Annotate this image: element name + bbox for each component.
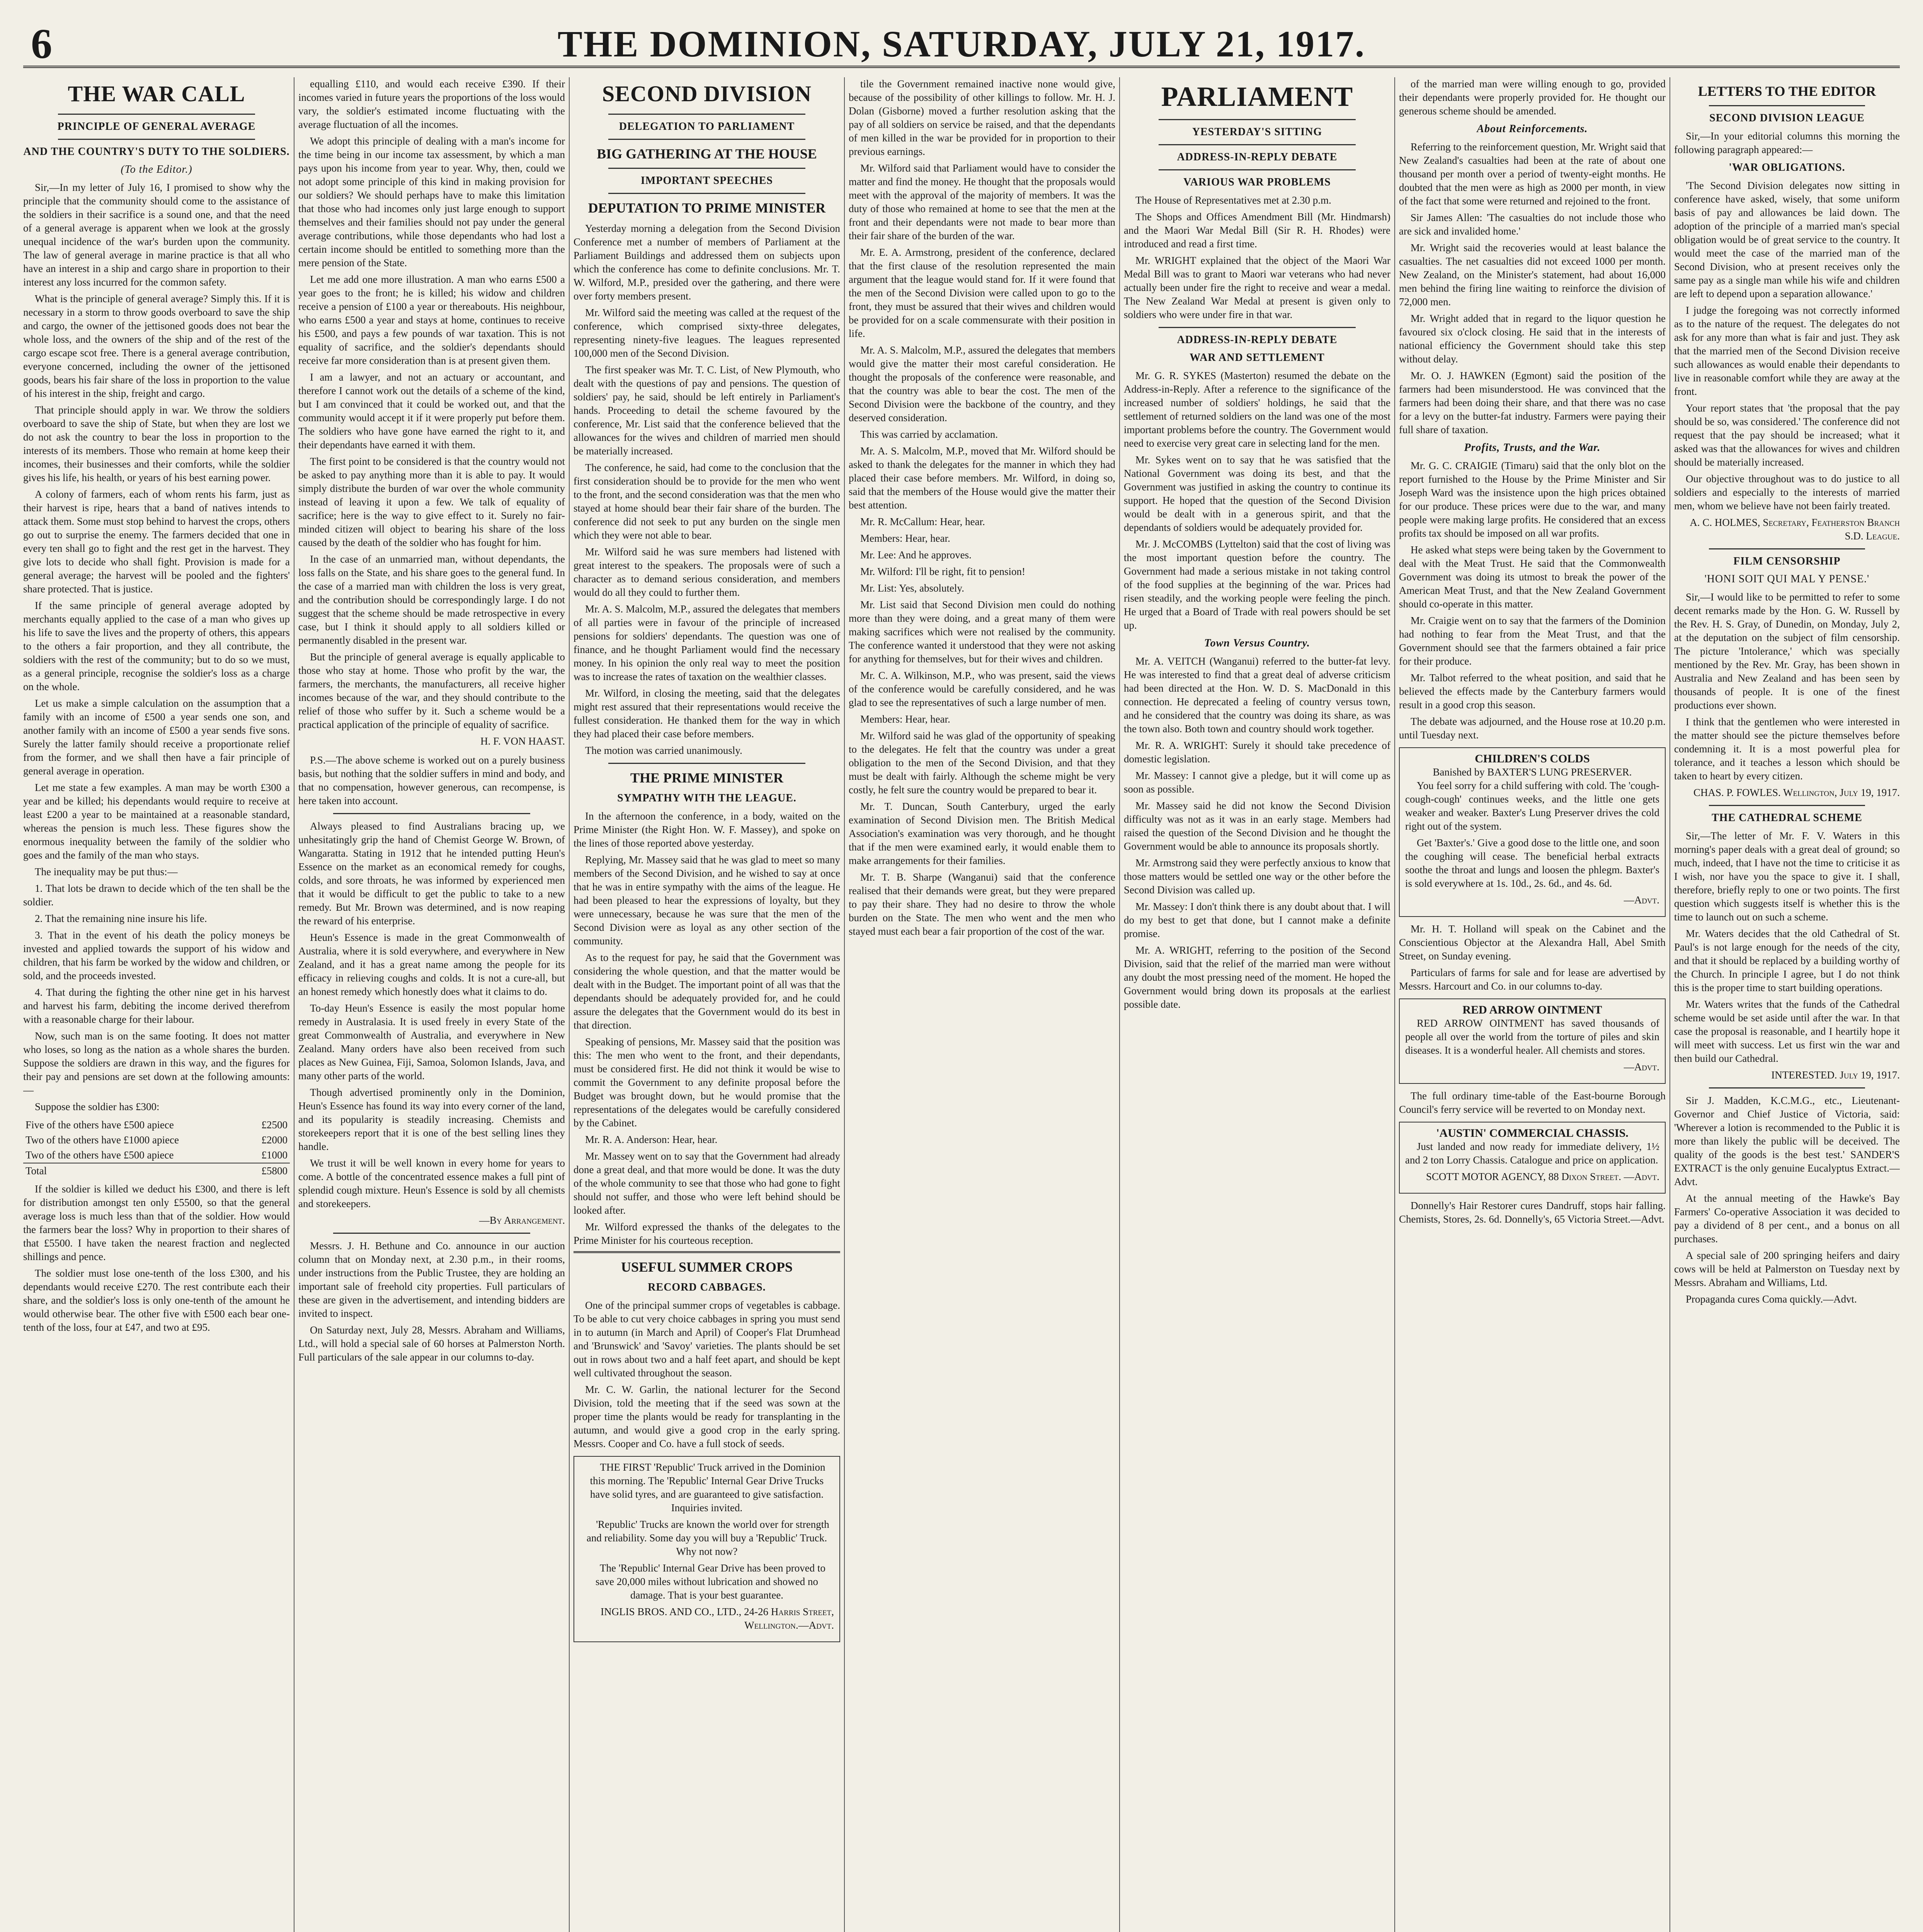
paragraph: Mr. Massey said he did not know the Second Division difficulty was not as it was in an early stage. Members had raised the question of the Second Division and he thought the Government would be able to announce its proposals shortly. xyxy=(1124,800,1390,852)
divider xyxy=(573,1251,840,1253)
subheading: THE PRIME MINISTER xyxy=(630,770,784,786)
list-item: 1. That lots be drawn to decide which of the ten shall be the soldier. xyxy=(23,883,290,908)
subheading: RECORD CABBAGES. xyxy=(648,1281,766,1293)
paragraph: Just landed and now ready for immediate delivery, 1½ and 2 ton Lorry Chassis. Catalogue and price on application. xyxy=(1405,1141,1659,1166)
paragraph: We trust it will be well known in every home for years to come. A bottle of the concentrated essence makes a full pint of splendid cough mixture. Heun's Essence is sold by all chemists and storekeepers. xyxy=(298,1157,565,1209)
column-rule xyxy=(1669,77,1670,1932)
paragraph: I judge the foregoing was not correctly informed as to the nature of the request. The delegates do not ask for any more than what is fair and just. They ask that the married men of the Second Division receive such allowances as would enable their dependants to live in reasonable comfort while they are away at the front. xyxy=(1674,304,1900,397)
income-table xyxy=(23,1117,290,1179)
table-cell: £2500 xyxy=(261,1119,288,1131)
signature: SCOTT MOTOR AGENCY, 88 Dixon Street. —Advt. xyxy=(1426,1171,1659,1182)
paragraph: Propaganda cures Coma quickly.—Advt. xyxy=(1686,1293,1857,1305)
column-rule xyxy=(844,77,845,1932)
paragraph: One of the principal summer crops of vegetables is cabbage. To be able to cut very choice cabbages in spring you must send in to autumn (in March and April) of Cooper's Flat Drumhead and 'Brunswick' and 'Savoy' varieties. The plants should be set out in rows about two and a half feet apart, and should be kept well cultivated throughout the season. xyxy=(573,1299,840,1379)
paragraph: I am a lawyer, and not an actuary or accountant, and therefore I cannot work out the details of a scheme of the kind, but I am convinced that it could be worked out, and that the community would accept it if it were properly put before them. The soldiers who have gone have earned the right to it, and their dependants have earned it with them. xyxy=(298,371,565,451)
to-editor: (To the Editor.) xyxy=(121,163,192,175)
paragraph: Particulars of farms for sale and for lease are advertised by Messrs. Harcourt and Co. in our columns to-day. xyxy=(1399,967,1666,992)
ad-subtitle: Banished by BAXTER'S LUNG PRESERVER. xyxy=(1433,766,1632,778)
heading-letters: LETTERS TO THE EDITOR xyxy=(1698,83,1876,99)
paragraph: of the married man were willing enough to go, provided their dependants were properly provided for. He thought our generous scheme should be amended. xyxy=(1399,78,1666,117)
paragraph: Mr. WRIGHT explained that the object of the Maori War Medal Bill was to grant to Maori war veterans who had never actually been under fire the right to receive and wear a medal. The New Zealand War Medal at present is given only to soldiers who were under fire in that war. xyxy=(1124,255,1390,320)
paragraph: Mr. Wilford: I'll be right, fit to pension! xyxy=(860,566,1025,577)
paragraph: THE FIRST 'Republic' Truck arrived in the Dominion this morning. The 'Republic' Internal Gear Drive Trucks have solid tyres, and are guaranteed to give satisfaction. Inquiries invited. xyxy=(590,1461,825,1514)
column-1 xyxy=(23,77,290,1932)
paragraph: The 'Republic' Internal Gear Drive has been proved to save 20,000 miles without lubrication and showed no damage. That is your best guarantee. xyxy=(596,1562,825,1601)
signature: CHAS. P. FOWLES. Wellington, July 19, 1917. xyxy=(1693,787,1900,798)
divider xyxy=(608,114,805,115)
table-row xyxy=(23,1163,290,1179)
paragraph: We adopt this principle of dealing with a man's income for the time being in our income tax assessment, by which a man pays upon his income from year to year. Why, then, could we not adopt some principle of this kind in making provision for our soldiers? We should perhaps have to make this limitation that those who had incomes only just large enough to support themselves and their families should not pay under the general average contributions, while those dependants who had lost a certain income should be entitled to something more than the mere pension of the State. xyxy=(298,135,565,269)
advertisement-austin xyxy=(1399,1122,1666,1194)
paragraph: Sir,—The letter of Mr. F. V. Waters in this morning's paper deals with a great deal of ground; so much, indeed, that I have not the time to criticise it as I wish, nor have you the space to give it. I shall, therefore, briefly reply to one or two points. The first question which suggests itself is whether this is the time to launch out on such a scheme. xyxy=(1674,830,1900,923)
paragraph: Now, such man is on the same footing. It does not matter who loses, so long as the nation as a whole shares the burden. Suppose the soldiers are drawn in this way, and the figures for their pay and pensions are set down at the following amounts:— xyxy=(23,1030,290,1096)
paragraph: Mr. G. C. CRAIGIE (Timaru) said that the only blot on the report furnished to the House by the Prime Minister and Sir Joseph Ward was the insistence upon the high prices obtained for our produce. These prices were due to the war, and many people were making large profits. He considered that an excess profits tax should be imposed on all war profits. xyxy=(1399,460,1666,539)
divider xyxy=(608,139,805,140)
paragraph: equalling £110, and would each receive £390. If their incomes varied in future years the proportions of the loss would vary, the soldier's estimated income fluctuating with the average fluctuation of all the incomes. xyxy=(298,78,565,130)
columns xyxy=(23,77,1900,1932)
paragraph: Mr. O. J. HAWKEN (Egmont) said the position of the farmers had been misunderstood. He was convinced that the farmers had been doing their share, and that there was no case for a levy on the butter-fat industry. Farmers were paying their full share of taxation. xyxy=(1399,370,1666,435)
subheading: ADDRESS-IN-REPLY DEBATE xyxy=(1177,334,1338,346)
table-row xyxy=(23,1148,290,1163)
paragraph: The inequality may be put thus:— xyxy=(35,866,178,878)
signature: INTERESTED. July 19, 1917. xyxy=(1771,1069,1900,1081)
table-cell: Total xyxy=(26,1165,47,1177)
paragraph: Messrs. J. H. Bethune and Co. announce in our auction column that on Monday next, at 2.30 p.m., in their rooms, under instructions from the Public Trustee, they are holding an important sale of freehold city properties. Full particulars of these are given in the advertisement, and intending bidders are invited to inspect. xyxy=(298,1240,565,1319)
table-cell: £5800 xyxy=(261,1165,288,1177)
subheading: SYMPATHY WITH THE LEAGUE. xyxy=(617,792,796,804)
paragraph: Yesterday morning a delegation from the Second Division Conference met a number of members of Parliament at the Parliament Buildings and addressed them on subjects upon which the conference has come to definite conclusions. Mr. T. W. Wilford, M.P., presided over the gathering, and there were over forty members present. xyxy=(573,223,840,302)
paragraph: If the same principle of general average adopted by merchants equally applied to the case of a man who gives up his life to save the lives and the property of others, this appears to the others a fair proportion, and they all contribute, the soldiers with the rest of the community; but to do so we must, as a general principle, recognise the soldier's loss as a charge on the whole. xyxy=(23,600,290,692)
paragraph: Mr. Armstrong said they were perfectly anxious to know that those matters would be settled one way or the other before the Second Division was called up. xyxy=(1124,857,1390,896)
paragraph: The motion was carried unanimously. xyxy=(585,745,742,756)
subheading: 'HONI SOIT QUI MAL Y PENSE.' xyxy=(1704,573,1870,585)
paragraph: Mr. Wright added that in regard to the liquor question he favoured six o'clock closing. He said that in the interests of national efficiency the Government should take this step without delay. xyxy=(1399,313,1666,365)
subheading: FILM CENSORSHIP xyxy=(1733,555,1841,567)
paragraph: The full ordinary time-table of the East-bourne Borough Council's ferry service will be reverted to on Monday next. xyxy=(1399,1090,1666,1115)
paragraph: That principle should apply in war. We throw the soldiers overboard to save the ship of State, but when they are lost we do not ask the country to bear the loss in proportion to the interests of its members. Those who remain at home keep their incomes, their businesses and their comforts, while the soldier gives his life, his health, or years of his best earning power. xyxy=(23,404,290,483)
paragraph: What is the principle of general average? Simply this. If it is necessary in a storm to throw goods overboard to save the ship and cargo, the owner of the jettisoned goods does not bear the whole loss, and the owners of the ship and of the rest of the cargo escape scot free. There is a general average contribution, everyone concerned, including the owner of the jettisoned goods, bears his fair share of the loss in proportion to the value of his interest in the ship, freight and cargo. xyxy=(23,293,290,399)
paragraph: The first speaker was Mr. T. C. List, of New Plymouth, who dealt with the questions of pay and pensions. The question of soldiers' pay, he said, should be left entirely in Parliament's hands. Proceeding to detail the scheme favoured by the conference, Mr. List said that the conference believed that the allowances for the wives and children of married men should be materially increased. xyxy=(573,364,840,457)
list-item: 4. That during the fighting the other nine get in his harvest and harvest his farm, debiting the income derived therefrom with a reasonable charge for their labour. xyxy=(23,986,290,1025)
divider xyxy=(1159,169,1356,170)
subheading: IMPORTANT SPEECHES xyxy=(641,175,773,187)
paragraph: tile the Government remained inactive none would give, because of the possibility of other killings to follow. Mr. H. J. Dolan (Gisborne) moved a further resolution asking that the pay of all soldiers on service be raised, and that the dependants of men killed in the war be provided for in proportion to their previous earnings. xyxy=(849,78,1115,157)
newspaper-title: THE DOMINION, SATURDAY, JULY 21, 1917. xyxy=(557,23,1366,65)
paragraph: Mr. Wilford said he was glad of the opportunity of speaking to the delegates. He felt that the country was under a great obligation to the men of the Second Division, and that they must be dealt with fairly. Although the scheme might be very costly, he felt sure the country would be prepared to bear it. xyxy=(849,730,1115,796)
heading-second-division: SECOND DIVISION xyxy=(602,81,812,106)
paragraph: Mr. List: Yes, absolutely. xyxy=(860,582,965,594)
paragraph: Mr. R. McCallum: Hear, hear. xyxy=(860,516,985,527)
paragraph: Sir J. Madden, K.C.M.G., etc., Lieutenant-Governor and Chief Justice of Victoria, said: 'Wherever a lotion is recommended to the Public it is more than likely the public will be deceived. The quality of the goods is the best test.' SANDER'S EXTRACT is the only genuine Eucalyptus Extract.—Advt. xyxy=(1674,1095,1900,1187)
column-7 xyxy=(1674,77,1900,1932)
column-5 xyxy=(1124,77,1390,1932)
table-cell: Two of the others have £500 apiece xyxy=(26,1149,174,1161)
paragraph: He asked what steps were being taken by the Government to deal with the Meat Trust. He said that the Commonwealth Government was doing its utmost to break the power of the American Meat Trust, and that the New Zealand Government should co-operate in this matter. xyxy=(1399,544,1666,610)
paragraph: The soldier must lose one-tenth of the loss £300, and his dependants would receive £270. The rest contribute each their share, and the soldier's loss is only one-tenth of the amount he would otherwise bear. The other five with £500 each bear one-tenth of the loss, four at £47, and two at £95. xyxy=(23,1267,290,1333)
column-3 xyxy=(573,77,840,1932)
postscript: P.S.—The above scheme is worked out on a purely business basis, but nothing that the soldier suffers in mind and body, and that no compensation, however generous, can recompense, is here taken into account. xyxy=(298,754,565,806)
paragraph: As to the request for pay, he said that the Government was considering the whole question, and that the matter would be dealt with in the Budget. The important point of all was that the dependants should be adequately provided for, and he could assure the delegates that the Government would do its best in that direction. xyxy=(573,952,840,1031)
paragraph: The Shops and Offices Amendment Bill (Mr. Hindmarsh) and the Maori War Medal Bill (Sir R. H. Rhodes) were introduced and read a first time. xyxy=(1124,211,1390,250)
paragraph: Mr. T. B. Sharpe (Wanganui) said that the conference realised that their demands were great, but they were prepared to pay their share. They had no desire to throw the whole burden on the State. The men who went and the men who stayed must each bear a fair proportion of the cost of the war. xyxy=(849,871,1115,937)
paragraph: On Saturday next, July 28, Messrs. Abraham and Williams, Ltd., will hold a special sale of 60 horses at Palmerston North. Full particulars of the sale appear in our columns to-day. xyxy=(298,1324,565,1363)
signature: —Advt. xyxy=(1623,1061,1659,1073)
divider xyxy=(1159,119,1356,120)
divider xyxy=(1709,105,1865,106)
paragraph: Mr. H. T. Holland will speak on the Cabinet and the Conscientious Objector at the Alexandra Hall, Abel Smith Street, on Sunday evening. xyxy=(1399,923,1666,962)
divider xyxy=(1709,805,1865,806)
paragraph: The conference, he said, had come to the conclusion that the first consideration should be to provide for the men who went to the front, and the second consideration was that the men who stayed at home should bear their fair share of the burden. The conference did not seek to put any burden on the single men which they were not able to bear. xyxy=(573,462,840,541)
paragraph: 'The Second Division delegates now sitting in conference have asked, wisely, that some uniform basis of pay and allowances be laid down. The adoption of the principle of a married man's special obligation would be of great service to the country. It would meet the case of the married man of the Second Division, who at present receives only the same pay as a single man while his wife and children are left to depend upon a separation allowance.' xyxy=(1674,180,1900,299)
paragraph: Mr. Wilford said that Parliament would have to consider the matter and find the money. He thought that the proposals would meet with the approval of the majority of members. It was the duty of those who remained at home to see that the men at the front and their dependants were not made to bear more than their fair share of the burden of the war. xyxy=(849,162,1115,242)
table-title: Suppose the soldier has £300: xyxy=(35,1101,160,1112)
paragraph: Let us make a simple calculation on the assumption that a family with an income of £500 a year sends one son, and another family with an income of £500 a year sends five sons. Surely the latter family should receive a proportionate relief from the former, and we shall then have a fair principle of general average in operation. xyxy=(23,697,290,777)
table-cell: Two of the others have £1000 apiece xyxy=(26,1134,179,1146)
quote-heading: 'WAR OBLIGATIONS. xyxy=(1729,162,1845,173)
subheading: DEPUTATION TO PRIME MINISTER xyxy=(588,200,826,216)
paragraph: Get 'Baxter's.' Give a good dose to the little one, and soon the coughing will cease. The beneficial herbal extracts soothe the throat and lungs and loosen the phlegm. Baxter's is sold everywhere at 1s. 10d., 2s. 6d., and 4s. 6d. xyxy=(1405,837,1659,889)
table-cell: £2000 xyxy=(261,1134,288,1146)
divider xyxy=(333,813,530,814)
column-rule xyxy=(1394,77,1395,1932)
paragraph: If the soldier is killed we deduct his £300, and there is left for distribution amongst ten only £5500, so that the general average loss is much less than that of the soldier. How would the farmers bear the loss? Why in proportion to their shares of that £5500. I have taken the nearest fraction and neglected shillings and pence. xyxy=(23,1183,290,1262)
divider xyxy=(608,763,805,764)
subheading: AND THE COUNTRY'S DUTY TO THE SOLDIERS. xyxy=(23,146,290,158)
paragraph: Mr. Lee: And he approves. xyxy=(860,549,972,561)
paragraph: Mr. Craigie went on to say that the farmers of the Dominion had nothing to fear from the Meat Trust, and that the Government should see that the farmers obtained a fair price for their produce. xyxy=(1399,615,1666,667)
subheading: THE CATHEDRAL SCHEME xyxy=(1712,812,1862,824)
paragraph: A colony of farmers, each of whom rents his farm, just as their harvest is ripe, hears that a band of natives intends to attack them. Some must stop behind to harvest the crops, others go out to surprise the enemy. The farmers decided that one in every ten shall go to fight and the rest get in the harvest. They give lots to decide who shall fight. Provision is made for a general average; the harvest will be pooled and the fighters' share protected. That is justice. xyxy=(23,488,290,595)
paragraph: Mr. Talbot referred to the wheat position, and said that he believed the effects made by the Canterbury farmers would result in a good crop this season. xyxy=(1399,672,1666,711)
paragraph: The House of Representatives met at 2.30 p.m. xyxy=(1135,194,1331,206)
advertisement-republic xyxy=(573,1456,840,1642)
divider xyxy=(58,114,255,115)
list-item: 2. That the remaining nine insure his life. xyxy=(35,913,207,924)
signature: —Advt. xyxy=(1623,894,1659,906)
subheading: Town Versus Country. xyxy=(1204,637,1310,649)
subheading: WAR AND SETTLEMENT xyxy=(1190,352,1325,364)
paragraph: You feel sorry for a child suffering with cold. The 'cough-cough-cough' continues weeks, and the little one gets weaker and weaker. Baxter's Lung Preserver drives the cold right out of the system. xyxy=(1405,780,1659,832)
paragraph: Mr. Waters decides that the old Cathedral of St. Paul's is not large enough for the needs of the city, and that it should be replaced by a building worthy of the Church. In principle I agree, but I do not think this is the proper time to start building operations. xyxy=(1674,928,1900,993)
paragraph: Sir,—In my letter of July 16, I promised to show why the principle that the community should come to the assistance of the soldiers in their sacrifice is a sound one, and that the need of a general average is apparent when we look at the grossly unequal incidence of the war's burden upon the community. The law of general average in marine practice is that all who have an interest in a ship and cargo share in proportion to their interest any loss incurred for the common safety. xyxy=(23,182,290,288)
paragraph: Though advertised prominently only in the Dominion, Heun's Essence has found its way into every corner of the land, and its popularity is steadily increasing. Chemists and storekeepers report that it is one of the best selling lines they handle. xyxy=(298,1087,565,1152)
paragraph: Mr. J. McCOMBS (Lyttelton) said that the cost of living was the most important question before the country. The Government had made a serious mistake in not taking control of the food supplies at the beginning of the war. Prices had risen steadily, and the working people were feeling the pinch. He urged that a Board of Trade with real powers should be set up. xyxy=(1124,538,1390,631)
paragraph: To-day Heun's Essence is easily the most popular home remedy in Australasia. It is used freely in every State of the great Commonwealth of Australia, and everywhere in New Zealand. Many orders have also been received from such places as New Guinea, Fiji, Samoa, Solomon Islands, Java, and many other parts of the world. xyxy=(298,1002,565,1082)
table-row xyxy=(23,1117,290,1133)
paragraph: Mr. C. W. Garlin, the national lecturer for the Second Division, told the meeting that if the seed was sown at the proper time the plants would be ready for transplanting in the autumn, and would give a good crop in the early spring. Messrs. Cooper and Co. have a full stock of seeds. xyxy=(573,1384,840,1449)
paragraph: Mr. Waters writes that the funds of the Cathedral scheme would be set aside until after the war. In that case the proposal is reasonable, and I heartily hope it will meet with success. Let us first win the war and then build our Cathedral. xyxy=(1674,998,1900,1064)
subheading: YESTERDAY'S SITTING xyxy=(1192,126,1322,138)
column-rule xyxy=(569,77,570,1932)
list-item: 3. That in the event of his death the policy moneys be invested and applied towards the support of his widow and children, that his farm be worked by the widow and children, or sold, and the proceeds invested. xyxy=(23,929,290,981)
table-row xyxy=(23,1133,290,1148)
subheading: About Reinforcements. xyxy=(1477,123,1588,135)
paragraph: Sir,—I would like to be permitted to refer to some decent remarks made by the Hon. G. W. Russell by the Rev. H. S. Gray, of Dunedin, on Monday, July 2, at the deputation on the subject of film censorship. The picture 'Intolerance,' which was specially mentioned by the Rev. Mr. Gray, has been shown in Australia and New Zealand and has been seen by thousands of people. It is one of the finest productions ever shown. xyxy=(1674,591,1900,711)
paragraph: Mr. A. S. Malcolm, M.P., assured the delegates that members would give the matter their most careful consideration. He thought the proposals of the conference were reasonable, and that the country was able to bear the cost. The men of the Second Division were the backbone of the country, and they deserved consideration. xyxy=(849,344,1115,423)
paragraph: Mr. R. A. WRIGHT: Surely it should take precedence of domestic legislation. xyxy=(1124,740,1390,765)
paragraph: Mr. G. R. SYKES (Masterton) resumed the debate on the Address-in-Reply. After a reference to the significance of the increased number of soldiers' holdings, he said that the settlement of returned soldiers on the land was one of the most important problems before the country. The Government would need to exercise very great care in selecting land for the men. xyxy=(1124,370,1390,449)
subheading: ADDRESS-IN-REPLY DEBATE xyxy=(1177,151,1338,163)
subheading: BIG GATHERING AT THE HOUSE xyxy=(597,146,817,162)
divider xyxy=(333,1233,530,1234)
column-6 xyxy=(1399,77,1666,1932)
paragraph: In the case of an unmarried man, without dependants, the loss falls on the State, and his share goes to the general fund. In the case of a married man with children the loss is very great, and the contribution should be correspondingly large. I do not suggest that the scheme should be made retrospective in every case, but I think it should apply to all soldiers killed or permanently disabled in the present war. xyxy=(298,553,565,646)
paragraph: A special sale of 200 springing heifers and dairy cows will be held at Palmerston on Tuesday next by Messrs. Abraham and Williams, Ltd. xyxy=(1674,1250,1900,1288)
paragraph: Always pleased to find Australians bracing up, we unhesitatingly grip the hand of Chemist George W. Brown, of Wangaratta. Stating in 1912 that he intended putting Heun's Essence on the market as an economical remedy for coughs, colds, and sore throats, he was informed by experienced men that it would be difficult to get the public to take to a new remedy. But Mr. Brown was determined, and is now reaping the reward of his enterprise. xyxy=(298,820,565,927)
subheading: USEFUL SUMMER CROPS xyxy=(621,1259,793,1275)
ad-title: RED ARROW OINTMENT xyxy=(1462,1003,1602,1016)
paragraph: In the afternoon the conference, in a body, waited on the Prime Minister (the Right Hon. W. F. Massey), and spoke on the lines of those reported above yesterday. xyxy=(573,810,840,849)
divider xyxy=(58,139,255,140)
ad-title: CHILDREN'S COLDS xyxy=(1475,752,1590,765)
paragraph: Mr. Sykes went on to say that he was satisfied that the National Government was doing its best, and that the Government was justified in asking the country to continue its support. He hoped that the question of the Second Division would be dealt with in a generous spirit, and that the dependants of soldiers would be adequately provided for. xyxy=(1124,454,1390,533)
paragraph: Mr. Wilford said the meeting was called at the request of the conference, which comprised sixty-three delegates, representing ninety-five leagues. The leagues represented 100,000 men of the Second Division. xyxy=(573,307,840,359)
subheading: DELEGATION TO PARLIAMENT xyxy=(619,121,795,133)
paragraph: Sir James Allen: 'The casualties do not include those who are sick and invalided home.' xyxy=(1399,212,1666,237)
subheading: SECOND DIVISION LEAGUE xyxy=(1709,112,1865,124)
paragraph: Replying, Mr. Massey said that he was glad to meet so many members of the Second Division, and he wished to say at once that he was in entire sympathy with the aims of the league. He had been pleased to hear the expressions of loyalty, but they were unnecessary, because he was sure that the men of the Second Division were as loyal as any other section of the community. xyxy=(573,854,840,947)
advertisement-red-arrow xyxy=(1399,998,1666,1084)
paragraph: Mr. Massey: I cannot give a pledge, but it will come up as soon as possible. xyxy=(1124,770,1390,795)
table-cell: £1000 xyxy=(261,1149,288,1161)
paragraph: Mr. Massey went on to say that the Government had already done a great deal, and that more would be done. It was the duty of the whole community to see that those who had gone to fight should not suffer, and those who were left behind should be looked after. xyxy=(573,1150,840,1216)
divider xyxy=(1709,1087,1865,1088)
signature: A. C. HOLMES, Secretary, Featherston Branch S.D. League. xyxy=(1690,517,1900,542)
paragraph: Members: Hear, hear. xyxy=(860,713,950,725)
subheading: VARIOUS WAR PROBLEMS xyxy=(1183,176,1331,188)
page-number: 6 xyxy=(31,20,52,67)
paragraph: Let me state a few examples. A man may be worth £300 a year and be killed; his dependants would require to receive at least £200 a year to be maintained at a reasonable standard, whereas the pension is much less. These figures show the enormous inequality between the family of the soldier who goes and the family of the man who stays. xyxy=(23,782,290,861)
heading-parliament: PARLIAMENT xyxy=(1161,81,1353,112)
table-cell: Five of the others have £500 apiece xyxy=(26,1119,174,1131)
paragraph: Mr. T. Duncan, South Canterbury, urged the early examination of Second Division men. The British Medical Association's examination was very thorough, and he thought that if the men were examined early, it would enable them to make arrangements for their families. xyxy=(849,801,1115,866)
heading-war-call: THE WAR CALL xyxy=(68,81,245,106)
paragraph: The first point to be considered is that the country would not be asked to pay anything more than it is able to pay. It would simply distribute the burden of war over the whole community instead of leaving it upon a few. We talk of equality of sacrifice; here is the way to give effect to it. Surely no fair-minded citizen will object to bearing his share of the loss caused by the death of the soldier who has fought for him. xyxy=(298,456,565,548)
advertisement-baxters xyxy=(1399,747,1666,917)
paragraph: Donnelly's Hair Restorer cures Dandruff, stops hair falling. Chemists, Stores, 2s. 6d. Donnelly's, 65 Victoria Street.—Advt. xyxy=(1399,1200,1666,1225)
paragraph: Let me add one more illustration. A man who earns £500 a year goes to the front; he is killed; his widow and children receive a pension of £100 a year or thereabouts. His neighbour, who earns £500 a year and stays at home, continues to receive his £500, and pays a few pounds of war taxation. This is not equality of sacrifice, and the soldier's dependants should receive far more consideration than is at present given them. xyxy=(298,274,565,366)
masthead xyxy=(23,15,1900,68)
column-2 xyxy=(298,77,565,1932)
paragraph: Our objective throughout was to do justice to all soldiers and especially to the interests of married men, whom we believe have not been fairly treated. xyxy=(1674,473,1900,512)
paragraph: Mr. Wilford, in closing the meeting, said that the delegates might rest assured that their representations would receive the fullest consideration. He thanked them for the way in which they had placed their case before members. xyxy=(573,687,840,740)
paragraph: Mr. Wright said the recoveries would at least balance the casualties. The net casualties did not exceed 1000 per month. New Zealand, on the Minister's statement, had about 16,000 men behind the firing line waiting to reinforce the division of 72,000 men. xyxy=(1399,242,1666,308)
paragraph: Mr. Wilford said he was sure members had listened with great interest to the speakers. The proposals were of such a character as to demand serious consideration, and members would do all they could to further them. xyxy=(573,546,840,598)
divider xyxy=(1159,144,1356,145)
paragraph: Referring to the reinforcement question, Mr. Wright said that New Zealand's casualties had been at the rate of about one thousand per month over a period of twenty-eight months. He doubted that the men were as high as 2000 per month, in view of the fact that some were returned and rejoined to the front. xyxy=(1399,141,1666,207)
paragraph: At the annual meeting of the Hawke's Bay Farmers' Co-operative Association it was decided to pay a dividend of 8 per cent., and a bonus on all purchases. xyxy=(1674,1192,1900,1245)
paragraph: Mr. List said that Second Division men could do nothing more than they were doing, and a great many of them were making sacrifices which were not realised by the community. The conference wanted it understood that they were not asking for anything for themselves, but for their wives and children. xyxy=(849,599,1115,665)
paragraph: I think that the gentlemen who were interested in the matter should see the picture themselves before condemning it. It is a most powerful plea for tolerance, and it teaches a lesson which should be taken to heart by every citizen. xyxy=(1674,716,1900,782)
ad-title: 'AUSTIN' COMMERCIAL CHASSIS. xyxy=(1436,1127,1629,1139)
paragraph: Mr. A. S. Malcolm, M.P., moved that Mr. Wilford should be asked to thank the delegates for the manner in which they had placed their case before members. Mr. Wilford, in doing so, said that the members of the House would give the matter their best attention. xyxy=(849,445,1115,511)
paragraph: Mr. C. A. Wilkinson, M.P., who was present, said the views of the conference would be carefully considered, and he was glad to see the representatives of such a large number of men. xyxy=(849,670,1115,708)
paragraph: But the principle of general average is equally applicable to those who stay at home. Those who profit by the war, the farmers, the merchants, the manufacturers, all receive higher incomes because of the war, and they should contribute to the relief of those who suffer by it. Such a scheme would be a practical application of the principle of equality of sacrifice. xyxy=(298,651,565,730)
paragraph: Mr. Massey: I don't think there is any doubt about that. I will do my best to get that done, but I cannot make a definite promise. xyxy=(1124,901,1390,939)
paragraph: Mr. A. VEITCH (Wanganui) referred to the butter-fat levy. He was interested to find that a great deal of adverse criticism had been directed at the Hon. W. D. S. MacDonald in this connection. He deprecated a feeling of country versus town, and he considered that the country was doing its share, as was the town also. Both town and country should work together. xyxy=(1124,655,1390,735)
paragraph: Heun's Essence is made in the great Commonwealth of Australia, where it is sold everywhere, and everywhere in New Zealand, and it has a great name among the people for its efficacy in relieving coughs and colds. It is not a cure-all, but an honest remedy which honestly does what it claims to do. xyxy=(298,932,565,997)
paragraph: Mr. A. S. Malcolm, M.P., assured the delegates that members of all parties were in favour of the principle of increased pensions for soldiers' dependants. The question was one of finance, and he thought Parliament would find the necessary money. In his opinion the only real way to meet the position was to increase the rates of taxation on the wealthier classes. xyxy=(573,603,840,682)
divider xyxy=(1159,327,1356,328)
subheading: PRINCIPLE OF GENERAL AVERAGE xyxy=(57,121,256,133)
paragraph: Your report states that 'the proposal that the pay should be so, was considered.' The conference did not request that the pay should be increased; what it asked was that the allowances for wives and children should be materially increased. xyxy=(1674,402,1900,468)
paragraph: Mr. Wilford expressed the thanks of the delegates to the Prime Minister for his courteous reception. xyxy=(573,1221,840,1246)
column-rule xyxy=(1119,77,1120,1932)
paragraph: Members: Hear, hear. xyxy=(860,532,950,544)
subheading: Profits, Trusts, and the War. xyxy=(1464,442,1601,454)
paragraph: 'Republic' Trucks are known the world over for strength and reliability. Some day you will buy a 'Republic' Truck. Why not now? xyxy=(586,1519,829,1557)
paragraph: Speaking of pensions, Mr. Massey said that the position was this: The men who went to the front, and their dependants, must be considered first. He did not think it would be wise to commit the Government to any definite proposal before the Budget was brought down, but he would promise that the representations of the delegates would be carefully considered by the Cabinet. xyxy=(573,1036,840,1129)
paragraph: Mr. A. WRIGHT, referring to the position of the Second Division, said that the relief of the married man were without any doubt the most pressing need of the moment. He hoped the Government would bring down its proposals at the earliest possible date. xyxy=(1124,944,1390,1010)
paragraph: Mr. E. A. Armstrong, president of the conference, declared that the first clause of the resolution represented the main argument that the league would stand for. If it were found that the men of the Second Division were called upon to go to the front, they must be assured that their wives and children would be provided for on a scale commensurate with their position in life. xyxy=(849,247,1115,339)
signature: —By Arrangement. xyxy=(479,1214,565,1226)
paragraph: RED ARROW OINTMENT has saved thousands of people all over the world from the torture of piles and skin diseases. It is a wonderful healer. All chemists and stores. xyxy=(1405,1017,1659,1056)
divider xyxy=(608,193,805,194)
paragraph: Sir,—In your editorial columns this morning the following paragraph appeared:— xyxy=(1674,130,1900,155)
paragraph: This was carried by acclamation. xyxy=(860,429,998,440)
signature: H. F. VON HAAST. xyxy=(480,735,565,747)
signature: INGLIS BROS. AND CO., LTD., 24-26 Harris Street, Wellington.—Advt. xyxy=(601,1606,834,1631)
divider xyxy=(1709,548,1865,549)
column-4 xyxy=(849,77,1115,1932)
divider xyxy=(608,168,805,169)
paragraph: Mr. R. A. Anderson: Hear, hear. xyxy=(585,1134,718,1145)
paragraph: The debate was adjourned, and the House rose at 10.20 p.m. until Tuesday next. xyxy=(1399,716,1666,741)
